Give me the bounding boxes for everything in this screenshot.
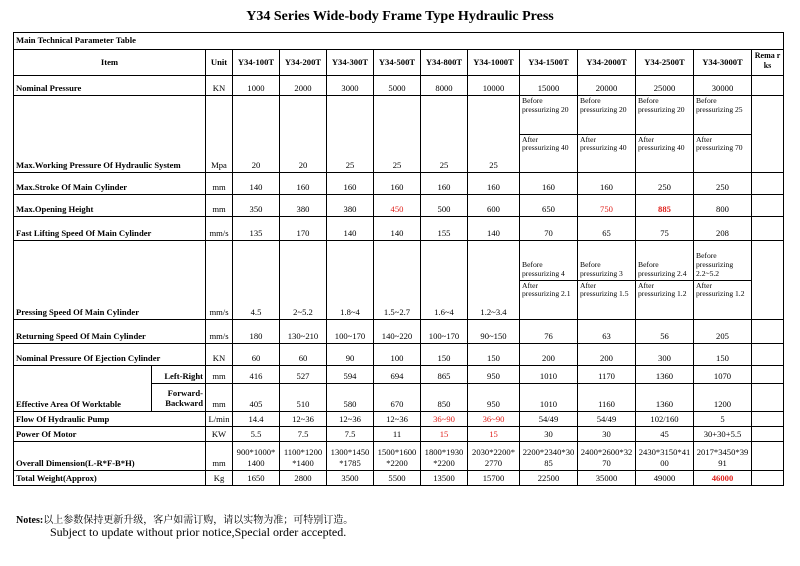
cell: 1800*1930*2200 (421, 442, 468, 471)
table-row (14, 471, 784, 486)
cell: 5000 (374, 76, 421, 96)
before-pressurizing: Before pressurizing 2.4 (638, 260, 687, 278)
cell: 865 (421, 366, 468, 384)
row-unit: mm (206, 195, 233, 217)
cell: 20 (280, 96, 327, 173)
cell: 15000 (520, 76, 578, 96)
split-cell (520, 96, 578, 173)
header-model: Y34-300T (327, 50, 374, 76)
header-model: Y34-1500T (520, 50, 578, 76)
cell: 15 (468, 427, 520, 442)
header-model: Y34-1000T (468, 50, 520, 76)
cell: 30 (578, 427, 636, 442)
cell: 150 (694, 344, 752, 366)
cell: 250 (636, 173, 694, 195)
cell-remarks (752, 76, 784, 96)
header-model: Y34-100T (233, 50, 280, 76)
header-item: Item (14, 50, 206, 76)
cell: 150 (421, 344, 468, 366)
cell: 1200 (694, 384, 752, 412)
before-pressurizing: Before pressurizing 3 (580, 260, 623, 278)
cell: 2430*3150*4100 (636, 442, 694, 471)
cell: 1.8~4 (327, 241, 374, 320)
row-unit: KW (206, 427, 233, 442)
table-row (14, 241, 784, 320)
notes (16, 511, 353, 526)
cell: 76 (520, 320, 578, 344)
cell: 160 (327, 173, 374, 195)
cell: 25 (468, 96, 520, 173)
cell: 22500 (520, 471, 578, 486)
cell: 850 (421, 384, 468, 412)
cell: 36~90 (421, 412, 468, 427)
after-pressurizing: After pressurizing 40 (636, 134, 693, 173)
row-label: Returning Speed Of Main Cylinder (14, 320, 206, 344)
cell: 60 (280, 344, 327, 366)
cell: 2200*2340*3085 (520, 442, 578, 471)
cell: 65 (578, 217, 636, 241)
table-row (14, 427, 784, 442)
row-label: Flow Of Hydraulic Pump (14, 412, 206, 427)
after-pressurizing: After pressurizing 1.2 (694, 280, 751, 320)
cell-remarks (752, 241, 784, 320)
table-row (14, 76, 784, 96)
cell: 155 (421, 217, 468, 241)
cell: 54/49 (578, 412, 636, 427)
row-unit: mm/s (206, 241, 233, 320)
after-pressurizing: After pressurizing 2.1 (520, 280, 577, 320)
cell: 140 (374, 217, 421, 241)
split-cell (694, 241, 752, 320)
cell: 160 (421, 173, 468, 195)
cell: 49000 (636, 471, 694, 486)
cell: 35000 (578, 471, 636, 486)
cell: 205 (694, 320, 752, 344)
cell: 160 (468, 173, 520, 195)
cell: 100~170 (421, 320, 468, 344)
cell: 70 (520, 217, 578, 241)
cell: 12~36 (327, 412, 374, 427)
cell: 15700 (468, 471, 520, 486)
cell: 1100*1200*1400 (280, 442, 327, 471)
row-unit: mm (206, 173, 233, 195)
row-label: Effective Area Of Worktable (14, 366, 152, 412)
cell: 527 (280, 366, 327, 384)
row-unit: KN (206, 344, 233, 366)
after-pressurizing: After pressurizing 1.5 (578, 280, 635, 320)
split-cell (694, 96, 752, 173)
cell: 12~36 (374, 412, 421, 427)
cell: 405 (233, 384, 280, 412)
cell: 25 (374, 96, 421, 173)
cell: 580 (327, 384, 374, 412)
header-unit: Unit (206, 50, 233, 76)
row-unit: mm (206, 384, 233, 412)
cell: 1360 (636, 384, 694, 412)
after-pressurizing: After pressurizing 70 (694, 134, 751, 173)
cell: 7.5 (327, 427, 374, 442)
cell: 46000 (694, 471, 752, 486)
row-unit: L/min (206, 412, 233, 427)
table-row (14, 412, 784, 427)
cell: 12~36 (280, 412, 327, 427)
cell: 416 (233, 366, 280, 384)
cell: 180 (233, 320, 280, 344)
cell: 36~90 (468, 412, 520, 427)
table-caption: Main Technical Parameter Table (14, 33, 784, 50)
cell: 25 (421, 96, 468, 173)
row-unit: Mpa (206, 96, 233, 173)
cell: 30+30+5.5 (694, 427, 752, 442)
cell: 170 (280, 217, 327, 241)
row-label: Power Of Motor (14, 427, 206, 442)
cell: 8000 (421, 76, 468, 96)
cell: 75 (636, 217, 694, 241)
cell: 160 (280, 173, 327, 195)
cell-remarks (752, 195, 784, 217)
table-row (14, 195, 784, 217)
row-label: Max.Opening Height (14, 195, 206, 217)
cell-remarks (752, 427, 784, 442)
cell: 2~5.2 (280, 241, 327, 320)
cell-remarks (752, 320, 784, 344)
cell: 200 (520, 344, 578, 366)
notes-english: Subject to update without prior notice,Special order accepted. (50, 525, 347, 539)
cell: 15 (421, 427, 468, 442)
cell: 208 (694, 217, 752, 241)
row-label: Total Weight(Approx) (14, 471, 206, 486)
cell: 650 (520, 195, 578, 217)
cell: 885 (636, 195, 694, 217)
cell: 1500*1600*2200 (374, 442, 421, 471)
notes-label: Notes: (16, 515, 44, 526)
cell-remarks (752, 96, 784, 173)
row-unit: Kg (206, 471, 233, 486)
cell: 500 (421, 195, 468, 217)
before-pressurizing: Before pressurizing 20 (580, 96, 627, 114)
cell: 102/160 (636, 412, 694, 427)
spec-table (13, 32, 784, 486)
cell: 250 (694, 173, 752, 195)
cell: 1360 (636, 366, 694, 384)
cell: 20 (233, 96, 280, 173)
cell: 100 (374, 344, 421, 366)
cell: 510 (280, 384, 327, 412)
after-pressurizing: After pressurizing 40 (578, 134, 635, 173)
cell: 600 (468, 195, 520, 217)
notes-chinese: 以上参数保持更新升级，客户如需订购，请以实物为准；可特别订造。 (43, 515, 354, 526)
before-pressurizing: Before pressurizing 20 (638, 96, 685, 114)
after-pressurizing: After pressurizing 40 (520, 134, 577, 173)
cell: 160 (374, 173, 421, 195)
row-label: Overall Dimension(L-R*F-B*H) (14, 442, 206, 471)
cell: 30000 (694, 76, 752, 96)
row-sublabel: Left-Right (152, 366, 206, 384)
cell: 594 (327, 366, 374, 384)
cell: 60 (233, 344, 280, 366)
cell: 750 (578, 195, 636, 217)
cell: 20000 (578, 76, 636, 96)
cell: 130~210 (280, 320, 327, 344)
cell: 950 (468, 366, 520, 384)
row-unit: KN (206, 76, 233, 96)
after-pressurizing: After pressurizing 1.2 (636, 280, 693, 320)
header-model: Y34-800T (421, 50, 468, 76)
cell: 1010 (520, 384, 578, 412)
cell: 1000 (233, 76, 280, 96)
table-row (14, 366, 784, 384)
split-cell (636, 241, 694, 320)
table-row (14, 442, 784, 471)
cell: 140 (327, 217, 374, 241)
before-pressurizing: Before pressurizing 2.2~5.2 (696, 251, 734, 278)
cell: 63 (578, 320, 636, 344)
cell: 1.2~3.4 (468, 241, 520, 320)
cell: 900*1000*1400 (233, 442, 280, 471)
cell: 140 (468, 217, 520, 241)
cell: 5500 (374, 471, 421, 486)
cell: 25000 (636, 76, 694, 96)
cell: 380 (280, 195, 327, 217)
table-row (14, 173, 784, 195)
cell: 200 (578, 344, 636, 366)
cell: 380 (327, 195, 374, 217)
before-pressurizing: Before pressurizing 20 (522, 96, 569, 114)
cell: 160 (578, 173, 636, 195)
split-cell (578, 241, 636, 320)
cell: 45 (636, 427, 694, 442)
split-cell (636, 96, 694, 173)
cell: 160 (520, 173, 578, 195)
cell: 90~150 (468, 320, 520, 344)
cell-remarks (752, 442, 784, 471)
cell: 1160 (578, 384, 636, 412)
header-model: Y34-500T (374, 50, 421, 76)
cell: 2017*3450*3991 (694, 442, 752, 471)
row-unit: mm/s (206, 217, 233, 241)
header-model: Y34-3000T (694, 50, 752, 76)
cell: 694 (374, 366, 421, 384)
cell-remarks (752, 384, 784, 412)
cell: 14.4 (233, 412, 280, 427)
cell: 150 (468, 344, 520, 366)
split-cell (520, 241, 578, 320)
cell-remarks (752, 173, 784, 195)
row-label: Nominal Pressure Of Ejection Cylinder (14, 344, 206, 366)
cell: 4.5 (233, 241, 280, 320)
cell: 5.5 (233, 427, 280, 442)
table-row (14, 217, 784, 241)
row-label: Nominal Pressure (14, 76, 206, 96)
cell: 1.5~2.7 (374, 241, 421, 320)
cell-remarks (752, 344, 784, 366)
cell: 30 (520, 427, 578, 442)
row-label: Fast Lifting Speed Of Main Cylinder (14, 217, 206, 241)
table-row (14, 96, 784, 173)
cell-remarks (752, 366, 784, 384)
cell: 2800 (280, 471, 327, 486)
cell: 56 (636, 320, 694, 344)
header-model: Y34-2500T (636, 50, 694, 76)
cell: 1.6~4 (421, 241, 468, 320)
row-unit: mm/s (206, 320, 233, 344)
before-pressurizing: Before pressurizing 4 (522, 260, 565, 278)
header-remarks: Rema rks (752, 50, 784, 76)
cell: 2030*2200*2770 (468, 442, 520, 471)
cell: 350 (233, 195, 280, 217)
page-title: Y34 Series Wide-body Frame Type Hydraulic Press (246, 9, 554, 24)
cell: 25 (327, 96, 374, 173)
cell: 140~220 (374, 320, 421, 344)
cell: 7.5 (280, 427, 327, 442)
row-label: Max.Working Pressure Of Hydraulic System (14, 96, 206, 173)
table-row (14, 344, 784, 366)
row-label: Pressing Speed Of Main Cylinder (14, 241, 206, 320)
cell: 90 (327, 344, 374, 366)
cell-remarks (752, 412, 784, 427)
cell: 140 (233, 173, 280, 195)
row-unit: mm (206, 366, 233, 384)
cell: 1170 (578, 366, 636, 384)
cell: 135 (233, 217, 280, 241)
cell: 5 (694, 412, 752, 427)
cell: 1010 (520, 366, 578, 384)
cell: 300 (636, 344, 694, 366)
cell: 100~170 (327, 320, 374, 344)
cell: 2400*2600*3270 (578, 442, 636, 471)
cell: 3000 (327, 76, 374, 96)
cell-remarks (752, 217, 784, 241)
row-sublabel: Forward-Backward (152, 384, 206, 412)
row-label: Max.Stroke Of Main Cylinder (14, 173, 206, 195)
row-unit: mm (206, 442, 233, 471)
split-cell (578, 96, 636, 173)
cell: 800 (694, 195, 752, 217)
cell: 11 (374, 427, 421, 442)
cell: 13500 (421, 471, 468, 486)
header-model: Y34-200T (280, 50, 327, 76)
cell-remarks (752, 471, 784, 486)
cell: 450 (374, 195, 421, 217)
cell: 950 (468, 384, 520, 412)
cell: 54/49 (520, 412, 578, 427)
cell: 670 (374, 384, 421, 412)
cell: 3500 (327, 471, 374, 486)
before-pressurizing: Before pressurizing 25 (696, 96, 743, 114)
header-model: Y34-2000T (578, 50, 636, 76)
cell: 1300*1450*1785 (327, 442, 374, 471)
table-row (14, 320, 784, 344)
cell: 1070 (694, 366, 752, 384)
cell: 10000 (468, 76, 520, 96)
cell: 2000 (280, 76, 327, 96)
cell: 1650 (233, 471, 280, 486)
